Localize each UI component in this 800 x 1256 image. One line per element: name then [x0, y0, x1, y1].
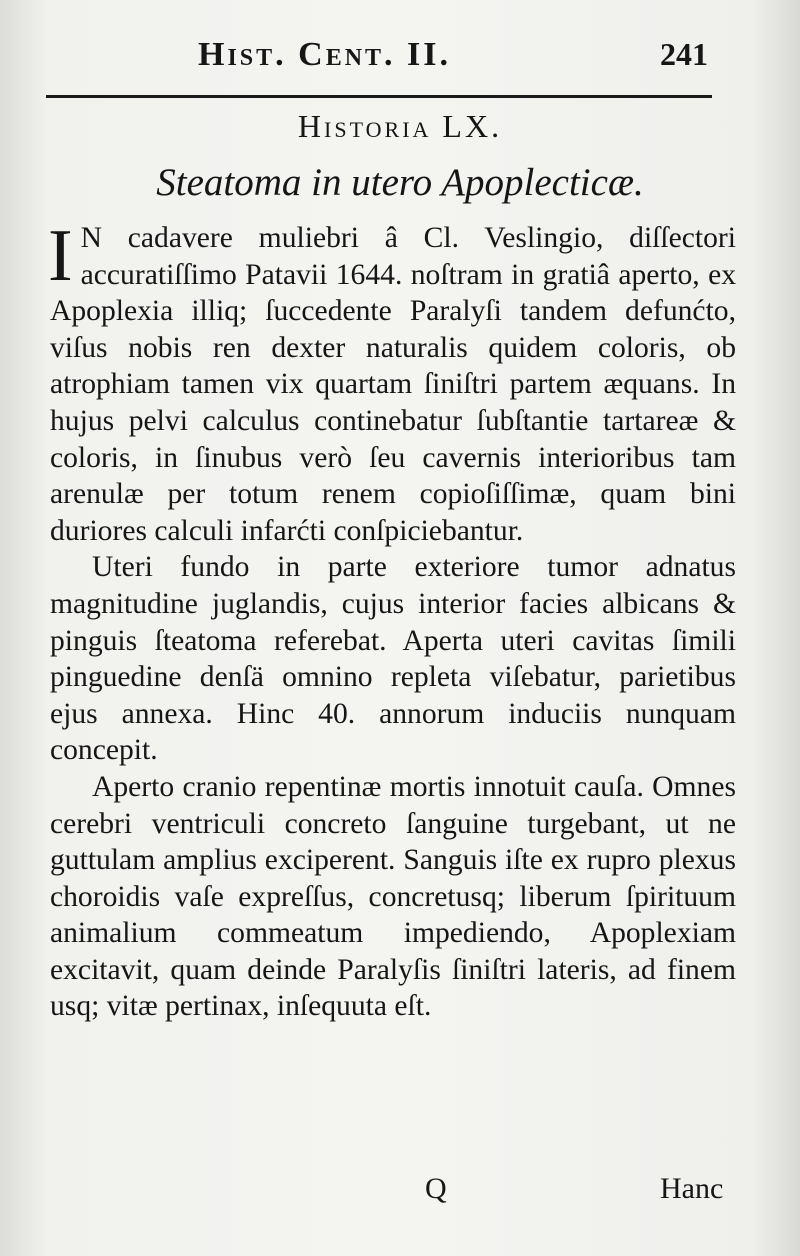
chapter-subheading: Steatoma in utero Apoplecticæ.: [156, 161, 644, 204]
paragraph-1: [48, 215, 736, 549]
page-number: 241: [660, 36, 708, 72]
drop-cap: I: [48, 215, 73, 297]
paragraph-2: [50, 549, 736, 769]
body-text: [48, 215, 736, 1025]
paragraph-3-text: Aperto cranio repentinæ mortis innotuit cauſa. Omnes cerebri ventriculi concreto ſanguine turgebant, ut ne guttulam amplius exciperent. Sanguis iſte ex rupro plexus choroidis vaſe expreſſus, concretusq; liberum ſpirituum animalium commeatum impediendo, Apoplexiam excitavit, quam deinde Paralyſis ſiniſtri lateris, ad finem usq; vitæ pertinax, inſequuta eſt.: [50, 770, 736, 1023]
chapter-heading: Historia LX.: [297, 108, 503, 144]
signature-mark: Q: [425, 1172, 447, 1205]
header-rule: [46, 95, 712, 98]
catchword: Hanc: [660, 1172, 724, 1205]
running-head: [0, 36, 800, 76]
running-head-title: Hist. Cent. II.: [198, 36, 452, 73]
paragraph-2-text: Uteri fundo in parte exteriore tumor adnatus magnitudine juglandis, cujus interior facies albicans & pinguis ſteatoma referebat. Aperta uteri cavitas ſimili pinguedine denſä omnino repleta viſebatur, parietibus ejus annexa. Hinc 40. annorum induciis nunquam concepit.: [50, 551, 736, 767]
paragraph-1-text: N cadavere muliebri â Cl. Veslingio, diſſectori accuratiſſimo Patavii 1644. noſtram in gratiâ aperto, ex Apoplexia illiq; ſuccedente Paralyſi tandem defunćto, viſus nobis ren dexter naturalis quidem coloris, ob atrophiam tamen vix quartam ſiniſtri partem æquans. In hujus pelvi calculus continebatur ſubſtantie tartareæ & coloris, in ſinubus verò ſeu cavernis interioribus tam arenulæ per totum renem copioſiſſimæ, quam bini duriores calculi infarćti conſpiciebantur.: [50, 222, 736, 547]
paragraph-3: [50, 769, 736, 1025]
